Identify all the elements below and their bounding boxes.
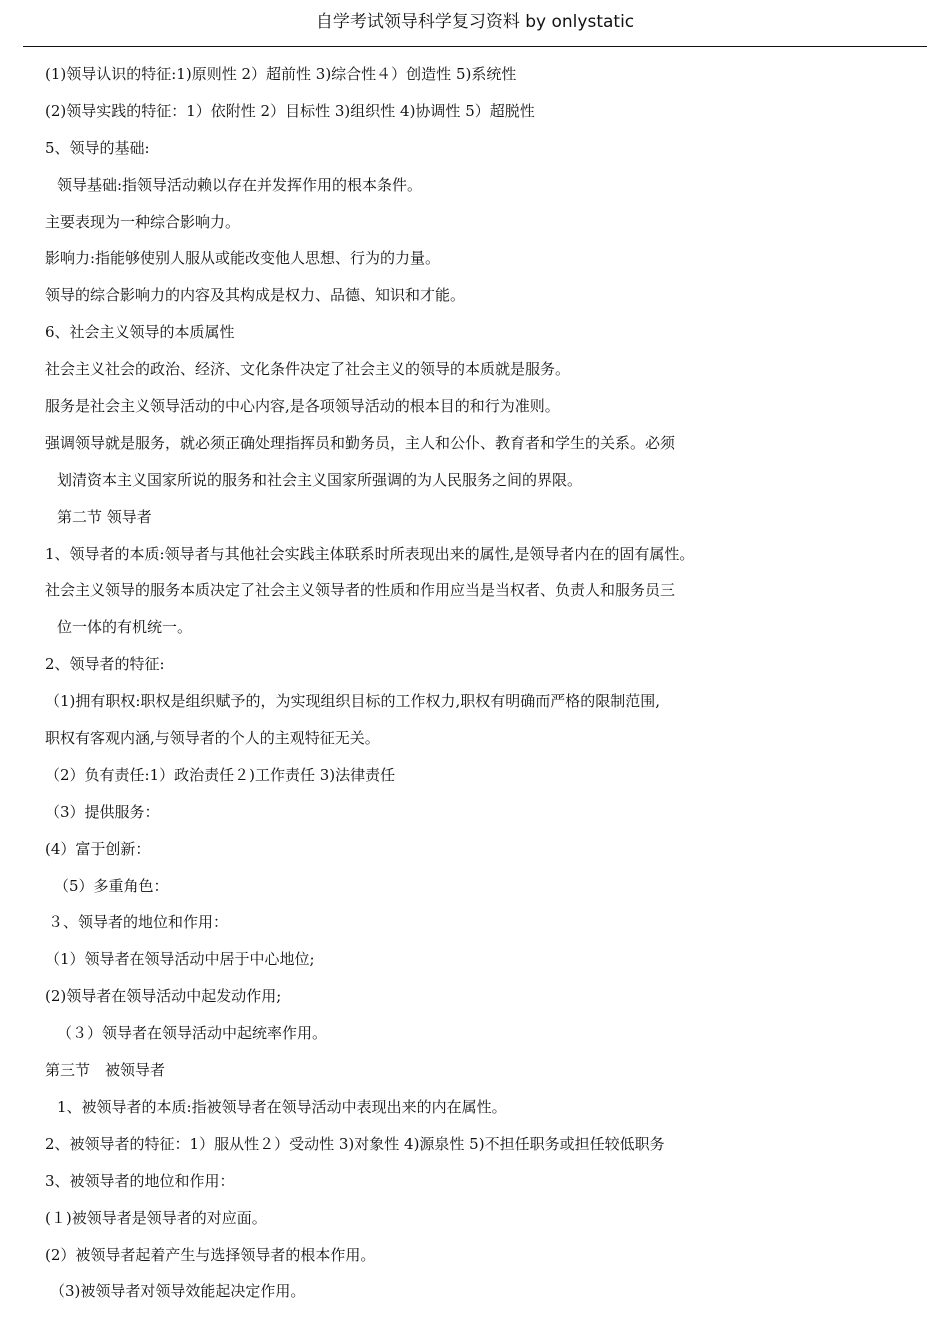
- text-line: 社会主义领导的服务本质决定了社会主义领导者的性质和作用应当是当权者、负责人和服务员三: [45, 581, 676, 600]
- text-line: (4）富于创新：: [45, 839, 151, 858]
- chapter-section-title: 第二节 领导者: [57, 507, 152, 526]
- text-line: 划清资本主义国家所说的服务和社会主义国家所强调的为人民服务之间的界限。: [57, 470, 583, 489]
- text-line: 主要表现为一种综合影响力。: [45, 212, 241, 231]
- text-line: 领导基础:指领导活动赖以存在并发挥作用的根本条件。: [57, 175, 423, 194]
- text-line: （1）领导者在领导活动中居于中心地位;: [45, 950, 315, 969]
- section-heading: 2、领导者的特征:: [45, 655, 165, 674]
- section-heading: 2、被领导者的特征：1）服从性２）受动性 3)对象性 4)源泉性 5)不担任职务或担任较低职务: [45, 1134, 665, 1153]
- text-line: 服务是社会主义领导活动的中心内容,是各项领导活动的根本目的和行为准则。: [45, 397, 560, 416]
- text-line: 位一体的有机统一。: [57, 618, 193, 637]
- text-line: （2）负有责任:1）政治责任２)工作责任 3)法律责任: [45, 765, 396, 784]
- chapter-section-title: 第三节 被领导者: [45, 1061, 166, 1080]
- text-line: (2)领导实践的特征：1）依附性 2）目标性 3)组织性 4)协调性 5）超脱性: [45, 101, 535, 120]
- text-line: 影响力:指能够使别人服从或能改变他人思想、行为的力量。: [45, 249, 441, 268]
- text-line: （1)拥有职权:职权是组织赋予的，为实现组织目标的工作权力,职权有明确而严格的限制范围,: [45, 692, 660, 711]
- document-body: [45, 61, 925, 1315]
- header-divider: [23, 46, 927, 47]
- text-line: 领导的综合影响力的内容及其构成是权力、品德、知识和才能。: [45, 286, 466, 305]
- page-header-title: 自学考试领导科学复习资料 by onlystatic: [315, 12, 635, 32]
- text-line: 强调领导就是服务，就必须正确处理指挥员和勤务员，主人和公仆、教育者和学生的关系。必须: [45, 433, 676, 452]
- text-line: (１)被领导者是领导者的对应面。: [45, 1208, 267, 1227]
- text-line: （5）多重角色：: [54, 876, 169, 895]
- section-heading: 3、被领导者的地位和作用：: [45, 1171, 235, 1190]
- section-heading: ３、领导者的地位和作用：: [48, 913, 229, 932]
- section-heading: 6、社会主义领导的本质属性: [45, 323, 235, 342]
- section-heading: 1、被领导者的本质:指被领导者在领导活动中表现出来的内在属性。: [57, 1097, 507, 1116]
- text-line: 职权有客观内涵,与领导者的个人的主观特征无关。: [45, 729, 380, 748]
- text-line: （３）领导者在领导活动中起统率作用。: [57, 1024, 328, 1043]
- text-line: (2)领导者在领导活动中起发动作用;: [45, 987, 282, 1006]
- text-line: 社会主义社会的政治、经济、文化条件决定了社会主义的领导的本质就是服务。: [45, 360, 571, 379]
- text-line: （3)被领导者对领导效能起决定作用。: [50, 1282, 306, 1301]
- text-line: (2）被领导者起着产生与选择领导者的根本作用。: [45, 1245, 376, 1264]
- text-line: (1)领导认识的特征:1)原则性 2）超前性 3)综合性４）创造性 5)系统性: [45, 65, 517, 83]
- text-line: （3）提供服务：: [45, 802, 160, 821]
- section-heading: 5、领导的基础:: [45, 138, 150, 157]
- section-heading: 1、领导者的本质:领导者与其他社会实践主体联系时所表现出来的属性,是领导者内在的固有属性。: [45, 544, 695, 563]
